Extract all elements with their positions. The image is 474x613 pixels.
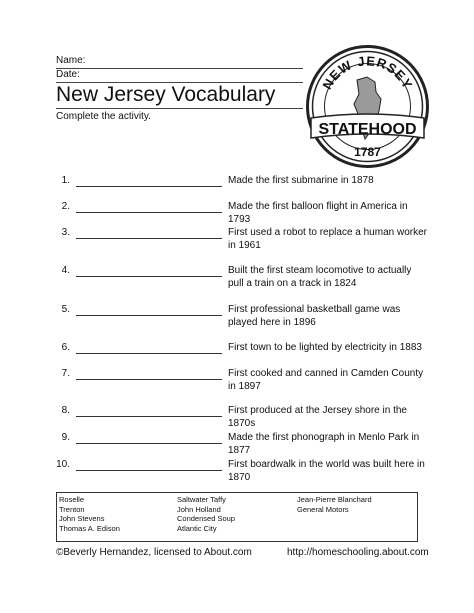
name-field[interactable] [56, 55, 303, 69]
footer-url[interactable]: http://homeschooling.about.com [287, 547, 429, 558]
question-number: 10. [56, 459, 70, 470]
footer-copyright: ©Beverly Hernandez, licensed to About.com [56, 547, 252, 558]
seal-banner-text: STATEHOOD [318, 121, 417, 138]
answer-blank[interactable] [76, 238, 222, 239]
seal-year: 1787 [354, 145, 381, 159]
page-title: New Jersey Vocabulary [56, 83, 303, 109]
answer-blank[interactable] [76, 416, 222, 417]
answer-blank[interactable] [76, 443, 222, 444]
question-text: First town to be lighted by electricity in 1883 [228, 342, 422, 353]
word-bank-item: Roselle [59, 495, 85, 504]
word-bank-column [59, 495, 120, 533]
question-number: 1. [61, 175, 70, 186]
question-number: 6. [61, 342, 70, 353]
answer-blank[interactable] [76, 379, 222, 380]
answer-blank[interactable] [76, 212, 222, 213]
question-text: Built the first steam locomotive to actually pull a train on a track in 1824 [228, 265, 412, 289]
word-bank [56, 492, 418, 542]
question-text: First produced at the Jersey shore in the 1870s [228, 405, 407, 429]
question-number: 5. [61, 304, 70, 315]
word-bank-column [297, 495, 372, 514]
word-bank-item: Jean-Pierre Blanchard [297, 495, 372, 504]
statehood-seal [305, 44, 430, 169]
answer-blank[interactable] [76, 353, 222, 354]
question-number: 3. [61, 227, 70, 238]
word-bank-column [177, 495, 235, 533]
answer-blank[interactable] [76, 470, 222, 471]
word-bank-item: Condensed Soup [177, 514, 235, 523]
question-text: First boardwalk in the world was built here in 1870 [228, 459, 425, 483]
instructions: Complete the activity. [56, 111, 151, 122]
word-bank-item: John Holland [177, 504, 221, 514]
question-number: 9. [61, 432, 70, 443]
question-text: Made the first submarine in 1878 [228, 175, 374, 186]
question-text: Made the first phonograph in Menlo Park in 1877 [228, 432, 420, 456]
question-text: Made the first balloon flight in America in 1793 [228, 201, 408, 225]
question-number: 2. [61, 201, 70, 212]
seal-top-text: NEW JERSEY [319, 53, 416, 92]
date-field[interactable] [56, 69, 303, 83]
question-number: 7. [61, 368, 70, 379]
question-text: First cooked and canned in Camden County in 1897 [228, 368, 424, 392]
question-text: First used a robot to replace a human worker in 1961 [228, 227, 427, 251]
word-bank-item: Saltwater Taffy [177, 495, 226, 504]
word-bank-item: Trenton [59, 504, 85, 514]
word-bank-item: John Stevens [59, 514, 105, 523]
word-bank-item: Atlantic City [177, 523, 217, 533]
word-bank-item: Thomas A. Edison [59, 523, 120, 533]
answer-blank[interactable] [76, 315, 222, 316]
name-label: Name: [56, 55, 86, 66]
date-label: Date: [56, 69, 80, 80]
question-number: 8. [61, 405, 70, 416]
question-number: 4. [61, 265, 70, 276]
answer-blank[interactable] [76, 186, 222, 187]
question-text: First professional basketball game was played here in 1896 [228, 304, 401, 328]
word-bank-item: General Motors [297, 504, 349, 514]
answer-blank[interactable] [76, 276, 222, 277]
